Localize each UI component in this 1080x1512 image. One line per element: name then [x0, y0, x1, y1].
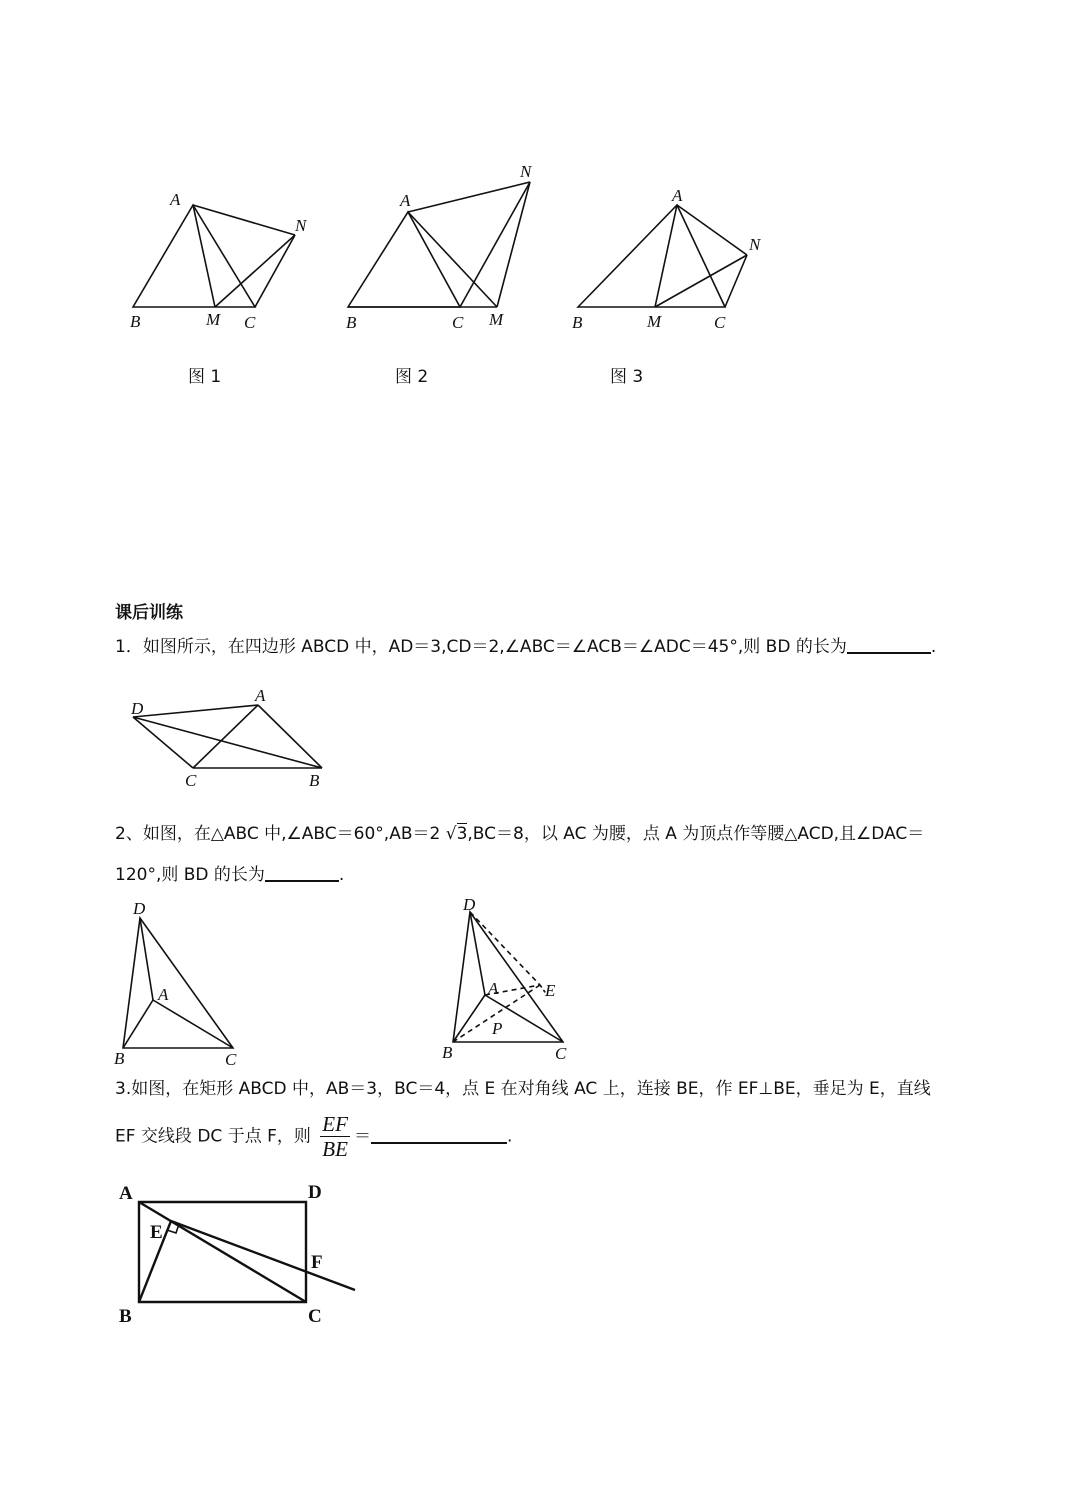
fig1-label-a: A — [170, 190, 181, 209]
q3-label-d: D — [308, 1182, 322, 1203]
q2-left-label-a: A — [158, 985, 169, 1004]
figure-3-lines — [578, 205, 747, 307]
q3-label-a: A — [119, 1183, 133, 1204]
q3-label-b: B — [119, 1306, 132, 1327]
question-3-line-2 — [115, 1112, 512, 1161]
q2-left-label-d: D — [133, 899, 146, 918]
sqrt-value: 3 — [456, 824, 468, 844]
answer-blank-2 — [265, 862, 339, 882]
section-title: 课后训练 — [115, 603, 183, 623]
q2-right-label-p: P — [492, 1019, 503, 1038]
q1-label-c: C — [185, 771, 197, 790]
figure-2-lines — [348, 182, 530, 307]
question-1 — [115, 634, 936, 659]
question-3-line-1: 3.如图，在矩形 ABCD 中，AB＝3，BC＝4，点 E 在对角线 AC 上，连接 BE，作 EF⊥BE，垂足为 E，直线 — [115, 1079, 931, 1099]
fraction-denominator: BE — [322, 1137, 348, 1161]
answer-blank-3 — [371, 1124, 507, 1144]
q2-right-figure-lines — [453, 912, 563, 1042]
fraction-numerator: EF — [322, 1112, 348, 1136]
fig1-label-n: N — [295, 216, 307, 235]
fig2-label-a: A — [400, 191, 411, 210]
figure-1-lines — [133, 205, 295, 307]
fraction-ef-be — [320, 1112, 350, 1161]
figure-3-caption: 图 3 — [610, 367, 644, 387]
fig3-label-m: M — [647, 312, 662, 331]
question-1-end: . — [930, 637, 937, 657]
question-2-end: . — [338, 865, 345, 885]
figure-2-caption: 图 2 — [395, 367, 429, 387]
question-2-line-1 — [115, 822, 924, 846]
fig1-label-c: C — [244, 313, 256, 332]
question-3-end: . — [506, 1126, 513, 1147]
answer-blank-1 — [847, 634, 931, 654]
q3-label-c: C — [308, 1306, 322, 1327]
q2-left-label-b: B — [114, 1049, 125, 1068]
sqrt-symbol: √ — [445, 824, 457, 844]
figure-1-caption: 图 1 — [188, 367, 222, 387]
q2-right-label-c: C — [555, 1044, 567, 1063]
q3-figure-lines — [139, 1202, 355, 1302]
fig3-label-n: N — [749, 235, 761, 254]
q2-left-figure-lines — [123, 918, 233, 1048]
q2-right-label-e: E — [545, 981, 556, 1000]
question-1-text: 1．如图所示，在四边形 ABCD 中，AD＝3,CD＝2,∠ABC＝∠ACB＝∠ADC＝45°,则 BD 的长为 — [115, 637, 847, 657]
q2-right-label-a: A — [488, 979, 499, 998]
fig2-label-b: B — [346, 313, 357, 332]
question-2-text-a: 2、如图，在△ABC 中,∠ABC＝60°,AB＝2 — [115, 824, 441, 844]
fig1-label-m: M — [206, 310, 221, 329]
q1-label-d: D — [131, 699, 144, 718]
question-3-text: EF 交线段 DC 于点 F，则 — [115, 1126, 311, 1147]
fig3-label-c: C — [714, 313, 726, 332]
q3-label-f: F — [311, 1252, 323, 1273]
q3-label-e: E — [150, 1222, 163, 1243]
q2-right-label-d: D — [463, 895, 476, 914]
question-2-text-b: ,BC＝8，以 AC 为腰，点 A 为顶点作等腰△ACD,且∠DAC＝ — [467, 824, 925, 844]
fig2-label-c: C — [452, 313, 464, 332]
fig3-label-b: B — [572, 313, 583, 332]
equals-sign: ＝ — [353, 1126, 371, 1147]
fig2-label-n: N — [520, 162, 532, 181]
fig1-label-b: B — [130, 312, 141, 331]
q1-figure-lines — [133, 705, 322, 768]
q1-label-b: B — [309, 771, 320, 790]
q2-right-label-b: B — [442, 1043, 453, 1062]
fig3-label-a: A — [672, 186, 683, 205]
question-2-text-c: 120°,则 BD 的长为 — [115, 865, 265, 885]
fig2-label-m: M — [489, 310, 504, 329]
q1-label-a: A — [255, 686, 266, 705]
q2-left-label-c: C — [225, 1050, 237, 1069]
question-2-line-2 — [115, 862, 344, 887]
